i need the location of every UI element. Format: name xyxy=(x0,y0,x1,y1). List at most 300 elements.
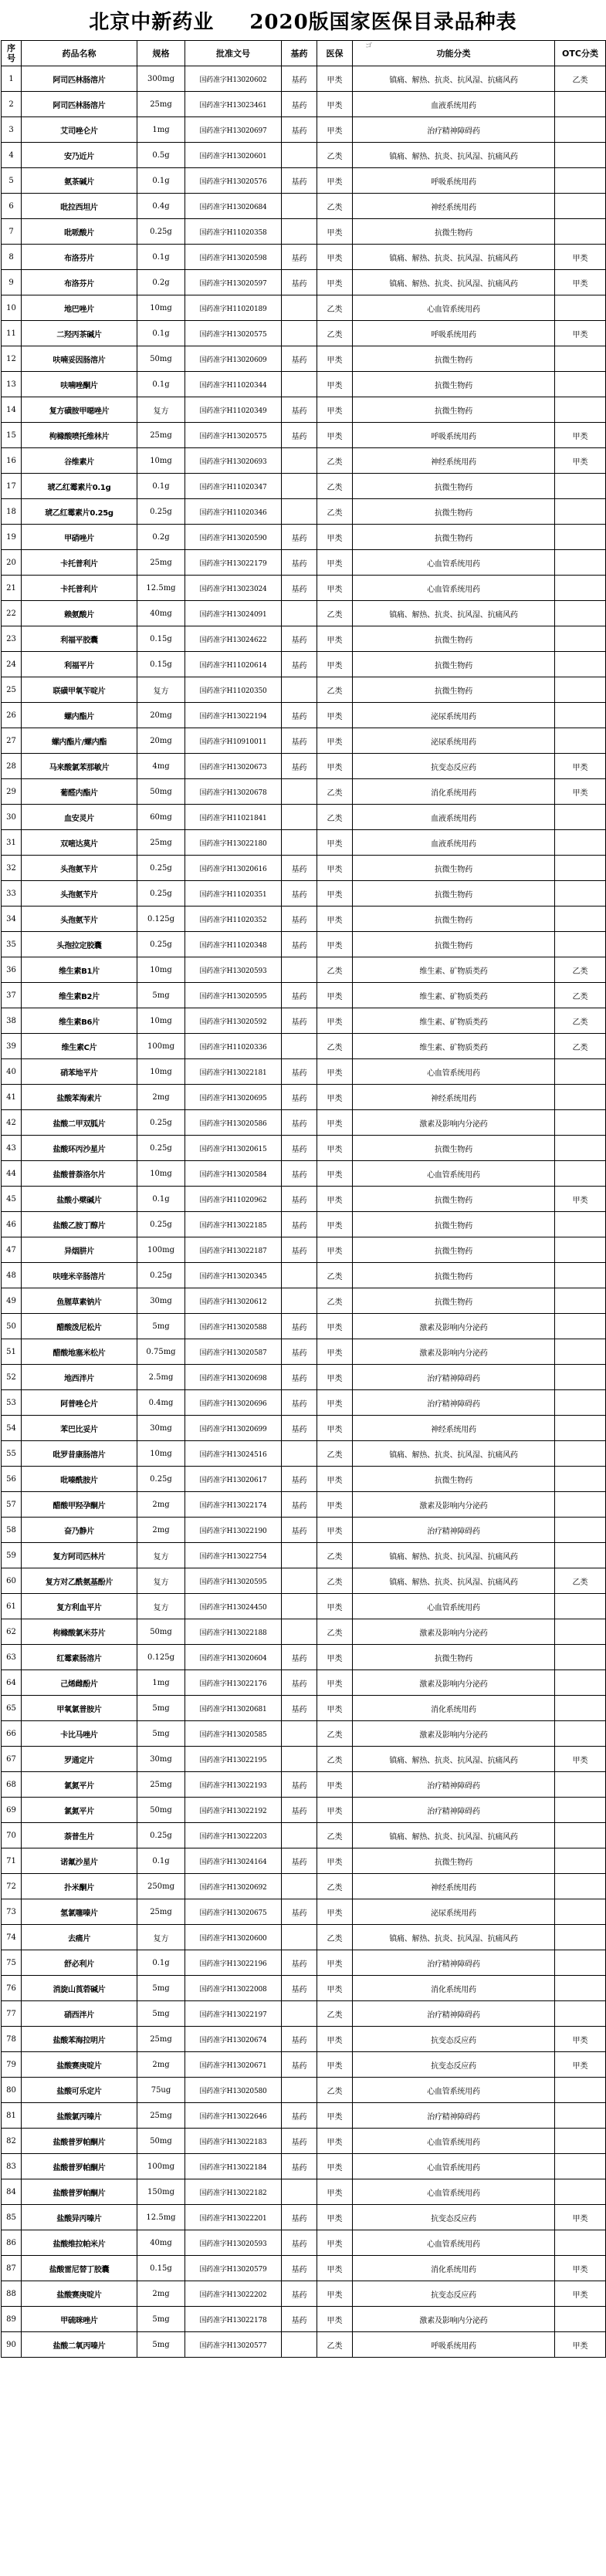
row-index: 18 xyxy=(2,499,22,525)
table-row xyxy=(2,2179,606,2205)
otc-class xyxy=(555,677,606,703)
approval-number: 国药准字H13020580 xyxy=(185,2078,282,2103)
approval-number: 国药准字H13022187 xyxy=(185,1237,282,1263)
function-category: 抗微生物药 xyxy=(353,932,555,957)
otc-class xyxy=(555,728,606,754)
function-category: 泌尿系统用药 xyxy=(353,1899,555,1925)
insurance-class: 乙类 xyxy=(317,601,353,626)
title-company: 北京中新药业 xyxy=(89,10,215,34)
table-row xyxy=(2,1874,606,1899)
approval-number: 国药准字H11020189 xyxy=(185,295,282,321)
function-category: 维生素、矿物质类药 xyxy=(353,1034,555,1059)
function-category: 心血管系统用药 xyxy=(353,550,555,576)
row-index: 1 xyxy=(2,66,22,92)
row-index: 32 xyxy=(2,856,22,881)
function-category: 镇痛、解热、抗炎、抗风湿、抗痛风药 xyxy=(353,66,555,92)
approval-number: 国药准字H13023461 xyxy=(185,92,282,117)
row-index: 85 xyxy=(2,2205,22,2230)
row-index: 61 xyxy=(2,1594,22,1619)
otc-class: 乙类 xyxy=(555,1568,606,1594)
drug-name: 苯巴比妥片 xyxy=(22,1416,137,1441)
spec: 0.125g xyxy=(137,1645,185,1670)
table-row xyxy=(2,1747,606,1772)
function-category: 治疗精神障碍药 xyxy=(353,2001,555,2027)
spec: 50mg xyxy=(137,346,185,372)
otc-class: 乙类 xyxy=(555,1034,606,1059)
approval-number: 国药准字H13020575 xyxy=(185,321,282,346)
row-index: 50 xyxy=(2,1314,22,1339)
drug-name: 罗通定片 xyxy=(22,1747,137,1772)
function-category: 激素及影响内分泌药 xyxy=(353,2307,555,2332)
otc-class xyxy=(555,2001,606,2027)
insurance-class: 乙类 xyxy=(317,2332,353,2358)
spec: 25mg xyxy=(137,423,185,448)
essential-drug: 基药 xyxy=(282,1772,317,1798)
spec: 10mg xyxy=(137,1008,185,1034)
spec: 1mg xyxy=(137,117,185,143)
table-row xyxy=(2,830,606,856)
insurance-class: 甲类 xyxy=(317,1110,353,1136)
essential-drug xyxy=(282,219,317,245)
function-category: 抗微生物药 xyxy=(353,1288,555,1314)
row-index: 78 xyxy=(2,2027,22,2052)
approval-number: 国药准字H13020576 xyxy=(185,168,282,194)
table-row xyxy=(2,2078,606,2103)
function-category: 抗变态反应药 xyxy=(353,2281,555,2307)
approval-number: 国药准字H13020588 xyxy=(185,1314,282,1339)
essential-drug: 基药 xyxy=(282,1365,317,1390)
row-index: 90 xyxy=(2,2332,22,2358)
row-index: 33 xyxy=(2,881,22,906)
drug-name: 卡托普利片 xyxy=(22,576,137,601)
insurance-class: 乙类 xyxy=(317,1721,353,1747)
insurance-class: 甲类 xyxy=(317,1798,353,1823)
approval-number: 国药准字H13020593 xyxy=(185,2230,282,2256)
drug-name: 甲硫咪唑片 xyxy=(22,2307,137,2332)
drug-name: 卡比马唑片 xyxy=(22,1721,137,1747)
otc-class xyxy=(555,2230,606,2256)
insurance-class: 甲类 xyxy=(317,1976,353,2001)
otc-class: 甲类 xyxy=(555,1187,606,1212)
essential-drug: 基药 xyxy=(282,1390,317,1416)
spec: 100mg xyxy=(137,1237,185,1263)
function-category: 镇痛、解热、抗炎、抗风湿、抗痛风药 xyxy=(353,270,555,295)
row-index: 82 xyxy=(2,2129,22,2154)
function-category: 治疗精神障碍药 xyxy=(353,2103,555,2129)
insurance-class: 乙类 xyxy=(317,1263,353,1288)
spec: 2.5mg xyxy=(137,1365,185,1390)
table-row xyxy=(2,601,606,626)
row-index: 83 xyxy=(2,2154,22,2179)
table-row xyxy=(2,2129,606,2154)
table-row xyxy=(2,1467,606,1492)
table-row xyxy=(2,372,606,397)
essential-drug: 基药 xyxy=(282,92,317,117)
approval-number: 国药准字H11020352 xyxy=(185,906,282,932)
approval-number: 国药准字H13020617 xyxy=(185,1467,282,1492)
row-index: 31 xyxy=(2,830,22,856)
table-row xyxy=(2,1008,606,1034)
table-row xyxy=(2,168,606,194)
essential-drug xyxy=(282,1823,317,1848)
otc-class xyxy=(555,92,606,117)
insurance-class: 甲类 xyxy=(317,525,353,550)
approval-number: 国药准字H13022008 xyxy=(185,1976,282,2001)
row-index: 2 xyxy=(2,92,22,117)
essential-drug xyxy=(282,2332,317,2358)
table-row xyxy=(2,1492,606,1518)
function-category: 治疗精神障碍药 xyxy=(353,1390,555,1416)
table-row xyxy=(2,1416,606,1441)
otc-class xyxy=(555,2179,606,2205)
otc-class xyxy=(555,1136,606,1161)
insurance-class: 甲类 xyxy=(317,2154,353,2179)
insurance-class: 甲类 xyxy=(317,906,353,932)
table-row xyxy=(2,1823,606,1848)
essential-drug: 基药 xyxy=(282,1161,317,1187)
drug-name: 呋喃妥因肠溶片 xyxy=(22,346,137,372)
essential-drug: 基药 xyxy=(282,1212,317,1237)
otc-class xyxy=(555,1390,606,1416)
essential-drug: 基药 xyxy=(282,983,317,1008)
spec: 50mg xyxy=(137,1619,185,1645)
drug-name: 萘普生片 xyxy=(22,1823,137,1848)
approval-number: 国药准字H13020681 xyxy=(185,1696,282,1721)
otc-class xyxy=(555,906,606,932)
insurance-class: 甲类 xyxy=(317,703,353,728)
spec: 0.15g xyxy=(137,652,185,677)
row-index: 74 xyxy=(2,1925,22,1950)
drug-name: 艾司唑仑片 xyxy=(22,117,137,143)
row-index: 76 xyxy=(2,1976,22,2001)
approval-number: 国药准字H13022179 xyxy=(185,550,282,576)
drug-name: 甲硝唑片 xyxy=(22,525,137,550)
spec: 0.25g xyxy=(137,1110,185,1136)
drug-name: 复方磺胺甲噁唑片 xyxy=(22,397,137,423)
function-category: 血液系统用药 xyxy=(353,830,555,856)
essential-drug: 基药 xyxy=(282,2052,317,2078)
spec: 25mg xyxy=(137,2027,185,2052)
otc-class: 甲类 xyxy=(555,2332,606,2358)
otc-class xyxy=(555,2154,606,2179)
otc-class xyxy=(555,1848,606,1874)
spec: 复方 xyxy=(137,1568,185,1594)
drug-name: 复方利血平片 xyxy=(22,1594,137,1619)
essential-drug: 基药 xyxy=(282,2230,317,2256)
approval-number: 国药准字H13020598 xyxy=(185,245,282,270)
otc-class xyxy=(555,1059,606,1085)
essential-drug: 基药 xyxy=(282,1059,317,1085)
drug-name: 联磺甲氧苄啶片 xyxy=(22,677,137,703)
insurance-class: 乙类 xyxy=(317,1543,353,1568)
approval-number: 国药准字H13020602 xyxy=(185,66,282,92)
spec: 10mg xyxy=(137,1059,185,1085)
row-index: 3 xyxy=(2,117,22,143)
otc-class xyxy=(555,1441,606,1467)
function-category: 心血管系统用药 xyxy=(353,2078,555,2103)
row-index: 25 xyxy=(2,677,22,703)
drug-name: 硝西泮片 xyxy=(22,2001,137,2027)
essential-drug: 基药 xyxy=(282,932,317,957)
function-category: 维生素、矿物质类药 xyxy=(353,1008,555,1034)
otc-class: 甲类 xyxy=(555,245,606,270)
otc-class xyxy=(555,881,606,906)
function-category: 心血管系统用药 xyxy=(353,2129,555,2154)
row-index: 51 xyxy=(2,1339,22,1365)
row-index: 8 xyxy=(2,245,22,270)
insurance-class: 甲类 xyxy=(317,2230,353,2256)
essential-drug xyxy=(282,1747,317,1772)
function-category: 激素及影响内分泌药 xyxy=(353,1339,555,1365)
spec: 0.125g xyxy=(137,906,185,932)
spec: 0.25g xyxy=(137,881,185,906)
essential-drug xyxy=(282,499,317,525)
spec: 0.15g xyxy=(137,2256,185,2281)
otc-class xyxy=(555,2078,606,2103)
essential-drug xyxy=(282,2179,317,2205)
spec: 10mg xyxy=(137,1441,185,1467)
spec: 5mg xyxy=(137,2307,185,2332)
table-row xyxy=(2,474,606,499)
drug-name: 利福平片 xyxy=(22,652,137,677)
approval-number: 国药准字H13020595 xyxy=(185,1568,282,1594)
essential-drug xyxy=(282,957,317,983)
insurance-class: 甲类 xyxy=(317,219,353,245)
table-row xyxy=(2,1212,606,1237)
row-index: 28 xyxy=(2,754,22,779)
approval-number: 国药准字H13022202 xyxy=(185,2281,282,2307)
row-index: 88 xyxy=(2,2281,22,2307)
otc-class xyxy=(555,1594,606,1619)
insurance-class: 甲类 xyxy=(317,346,353,372)
essential-drug xyxy=(282,474,317,499)
function-category: 抗微生物药 xyxy=(353,677,555,703)
function-category: 抗微生物药 xyxy=(353,1263,555,1288)
function-category: 心血管系统用药 xyxy=(353,2179,555,2205)
approval-number: 国药准字H11020614 xyxy=(185,652,282,677)
spec: 0.1g xyxy=(137,321,185,346)
spec: 0.25g xyxy=(137,1467,185,1492)
essential-drug xyxy=(282,1568,317,1594)
otc-class xyxy=(555,703,606,728)
table-row xyxy=(2,423,606,448)
approval-number: 国药准字H13022190 xyxy=(185,1518,282,1543)
otc-class: 甲类 xyxy=(555,423,606,448)
function-category: 抗微生物药 xyxy=(353,499,555,525)
insurance-class: 甲类 xyxy=(317,1594,353,1619)
otc-class xyxy=(555,499,606,525)
table-row xyxy=(2,219,606,245)
otc-class xyxy=(555,1518,606,1543)
function-category: 镇痛、解热、抗炎、抗风湿、抗痛风药 xyxy=(353,1568,555,1594)
row-index: 40 xyxy=(2,1059,22,1085)
approval-number: 国药准字H13020678 xyxy=(185,779,282,805)
spec: 150mg xyxy=(137,2179,185,2205)
insurance-class: 甲类 xyxy=(317,1212,353,1237)
drug-name: 硝苯地平片 xyxy=(22,1059,137,1085)
approval-number: 国药准字H13020597 xyxy=(185,270,282,295)
approval-number: 国药准字H13020675 xyxy=(185,1899,282,1925)
drug-name: 螺内酯片 xyxy=(22,703,137,728)
approval-number: 国药准字H13022185 xyxy=(185,1212,282,1237)
row-index: 62 xyxy=(2,1619,22,1645)
function-category: 抗微生物药 xyxy=(353,1187,555,1212)
drug-name: 盐酸二甲双胍片 xyxy=(22,1110,137,1136)
spec: 10mg xyxy=(137,295,185,321)
drug-name: 卡托普利片 xyxy=(22,550,137,576)
spec: 2mg xyxy=(137,1492,185,1518)
row-index: 16 xyxy=(2,448,22,474)
drug-name: 诺氟沙星片 xyxy=(22,1848,137,1874)
header-row xyxy=(2,41,606,66)
insurance-class: 乙类 xyxy=(317,1747,353,1772)
otc-class: 乙类 xyxy=(555,983,606,1008)
otc-class: 甲类 xyxy=(555,2281,606,2307)
function-category: 抗微生物药 xyxy=(353,372,555,397)
spec: 5mg xyxy=(137,983,185,1008)
spec: 5mg xyxy=(137,2332,185,2358)
table-row xyxy=(2,1670,606,1696)
essential-drug xyxy=(282,194,317,219)
drug-name: 醋酸泼尼松片 xyxy=(22,1314,137,1339)
function-category: 治疗精神障碍药 xyxy=(353,1518,555,1543)
function-category: 抗微生物药 xyxy=(353,1467,555,1492)
drug-name: 鱼腥草素钠片 xyxy=(22,1288,137,1314)
function-category: 抗微生物药 xyxy=(353,346,555,372)
table-row xyxy=(2,270,606,295)
approval-number: 国药准字H13020699 xyxy=(185,1416,282,1441)
function-category: 抗微生物药 xyxy=(353,1136,555,1161)
essential-drug: 基药 xyxy=(282,1110,317,1136)
otc-class xyxy=(555,1288,606,1314)
approval-number: 国药准字H13020592 xyxy=(185,1008,282,1034)
spec: 12.5mg xyxy=(137,576,185,601)
spec: 1mg xyxy=(137,1670,185,1696)
drug-name: 头孢氨苄片 xyxy=(22,856,137,881)
insurance-class: 甲类 xyxy=(317,2179,353,2205)
insurance-class: 甲类 xyxy=(317,1085,353,1110)
spec: 0.1g xyxy=(137,372,185,397)
spec: 25mg xyxy=(137,92,185,117)
function-category: 消化系统用药 xyxy=(353,779,555,805)
row-index: 70 xyxy=(2,1823,22,1848)
approval-number: 国药准字H13020612 xyxy=(185,1288,282,1314)
drug-name: 吡拉西坦片 xyxy=(22,194,137,219)
row-index: 23 xyxy=(2,626,22,652)
drug-name: 氢氯噻嗪片 xyxy=(22,1899,137,1925)
insurance-class: 甲类 xyxy=(317,1339,353,1365)
drug-name: 阿司匹林肠溶片 xyxy=(22,66,137,92)
approval-number: 国药准字H13024622 xyxy=(185,626,282,652)
spec: 50mg xyxy=(137,2129,185,2154)
otc-class xyxy=(555,194,606,219)
drug-name: 头孢拉定胶囊 xyxy=(22,932,137,957)
otc-class xyxy=(555,1212,606,1237)
row-index: 19 xyxy=(2,525,22,550)
insurance-class: 甲类 xyxy=(317,1696,353,1721)
table-row xyxy=(2,66,606,92)
essential-drug: 基药 xyxy=(282,66,317,92)
function-category: 心血管系统用药 xyxy=(353,1594,555,1619)
approval-number: 国药准字H13022178 xyxy=(185,2307,282,2332)
table-row xyxy=(2,1365,606,1390)
essential-drug xyxy=(282,372,317,397)
drug-name: 盐酸苯海拉明片 xyxy=(22,2027,137,2052)
spec: 5mg xyxy=(137,1721,185,1747)
otc-class xyxy=(555,1899,606,1925)
table-row xyxy=(2,2281,606,2307)
essential-drug: 基药 xyxy=(282,906,317,932)
otc-class: 甲类 xyxy=(555,2205,606,2230)
otc-class xyxy=(555,295,606,321)
function-category: 呼吸系统用药 xyxy=(353,321,555,346)
row-index: 27 xyxy=(2,728,22,754)
row-index: 55 xyxy=(2,1441,22,1467)
spec: 0.1g xyxy=(137,474,185,499)
function-category: 抗微生物药 xyxy=(353,525,555,550)
otc-class xyxy=(555,474,606,499)
approval-number: 国药准字H13020601 xyxy=(185,143,282,168)
drug-name: 去痛片 xyxy=(22,1925,137,1950)
table-row xyxy=(2,321,606,346)
function-category: 抗微生物药 xyxy=(353,856,555,881)
table-row xyxy=(2,550,606,576)
approval-number: 国药准字H13020587 xyxy=(185,1339,282,1365)
row-index: 65 xyxy=(2,1696,22,1721)
essential-drug: 基药 xyxy=(282,754,317,779)
otc-class xyxy=(555,1823,606,1848)
insurance-class: 甲类 xyxy=(317,245,353,270)
table-row xyxy=(2,143,606,168)
otc-class: 乙类 xyxy=(555,1008,606,1034)
approval-number: 国药准字H13022182 xyxy=(185,2179,282,2205)
drug-name: 琥乙红霉素片0.25g xyxy=(22,499,137,525)
spec: 0.25g xyxy=(137,932,185,957)
function-category: 镇痛、解热、抗炎、抗风湿、抗痛风药 xyxy=(353,1543,555,1568)
row-index: 68 xyxy=(2,1772,22,1798)
essential-drug: 基药 xyxy=(282,652,317,677)
otc-class xyxy=(555,1237,606,1263)
insurance-class: 甲类 xyxy=(317,1518,353,1543)
spec: 30mg xyxy=(137,1747,185,1772)
essential-drug: 基药 xyxy=(282,2281,317,2307)
spec: 30mg xyxy=(137,1288,185,1314)
essential-drug: 基药 xyxy=(282,1950,317,1976)
approval-number: 国药准字H13022646 xyxy=(185,2103,282,2129)
function-category: 神经系统用药 xyxy=(353,194,555,219)
insurance-class: 甲类 xyxy=(317,1008,353,1034)
otc-class: 甲类 xyxy=(555,779,606,805)
approval-number: 国药准字H11020349 xyxy=(185,397,282,423)
table-row xyxy=(2,805,606,830)
table-row xyxy=(2,1645,606,1670)
header-essential-drug: 基药 xyxy=(282,41,317,66)
essential-drug xyxy=(282,601,317,626)
table-row xyxy=(2,2103,606,2129)
table-row xyxy=(2,932,606,957)
insurance-class: 乙类 xyxy=(317,448,353,474)
table-row xyxy=(2,703,606,728)
approval-number: 国药准字H13022176 xyxy=(185,1670,282,1696)
otc-class xyxy=(555,397,606,423)
essential-drug xyxy=(282,295,317,321)
drug-name: 氯氮平片 xyxy=(22,1798,137,1823)
table-row xyxy=(2,677,606,703)
insurance-class: 甲类 xyxy=(317,983,353,1008)
function-category: 消化系统用药 xyxy=(353,2256,555,2281)
function-category: 心血管系统用药 xyxy=(353,295,555,321)
spec: 0.5g xyxy=(137,143,185,168)
